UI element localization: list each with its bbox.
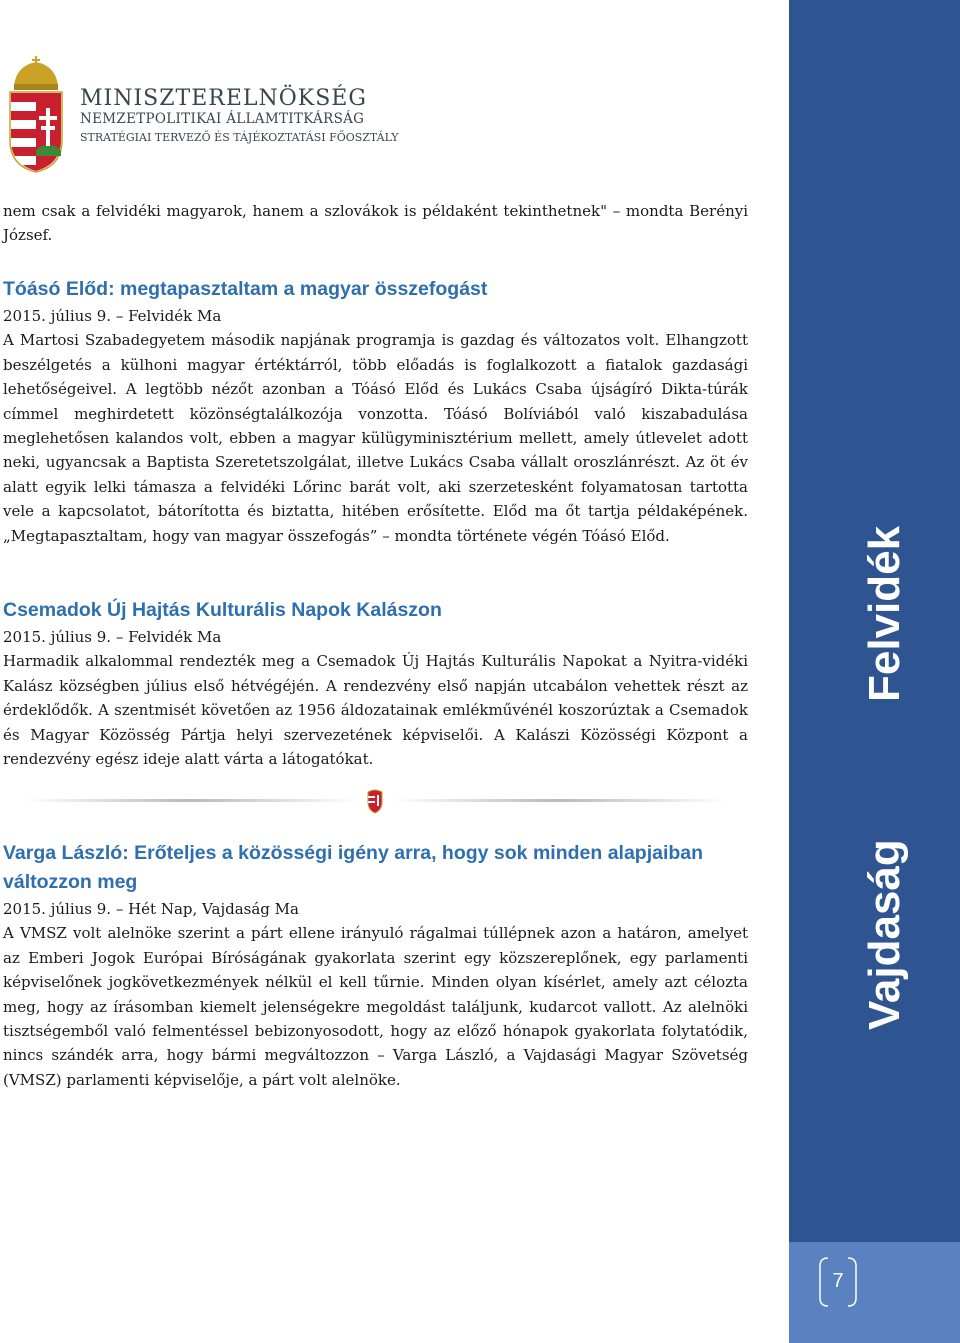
section-label-vajdasag: Vajdaság — [860, 839, 909, 1030]
article-title: Csemadok Új Hajtás Kulturális Napok Kalászon — [3, 599, 442, 621]
intro-block — [3, 199, 748, 248]
article-body: Harmadik alkalommal rendezték meg a Csemadok Új Hajtás Kulturális Napokat a Nyitra-vidéki Kalász községben július első hétvégéjén. A rendezvény első napján utcabálon vehettek részt az érdeklődők. A szentmisét követően az 1956 áldozatainak emlékművénél koszorúztak a Csemadok és Magyar Közösség Pártja helyi szervezetének képviselői. A Kalászi Közösségi Központ a rendezvény egész ideje alatt várta a látogatókat. — [3, 652, 748, 769]
article-meta: 2015. július 9. – Felvidék Ma — [3, 628, 222, 646]
article-title: Tóásó Előd: megtapasztaltam a magyar összefogást — [3, 278, 488, 300]
org-department: STRATÉGIAI TERVEZŐ ÉS TÁJÉKOZTATÁSI FŐOSZTÁLY — [80, 131, 399, 144]
hungarian-coat-of-arms-icon — [6, 56, 66, 174]
section-divider — [24, 788, 726, 814]
article-body: A Martosi Szabadegyetem második napjának programja is gazdag és változatos volt. Elhangzott beszélgetés a külhoni magyar értéktárról, több előadás is foglalkozott a fiatalok gazdasági lehetőségeivel. A legtöbb nézőt azonban a Tóásó Előd és Lukács Csaba újságíró Dikta-túrák címmel meghirdetett közönségtalálkozója vonzotta. Tóásó Bolíviából való kiszabadulása meglehetősen kalandos volt, ebben a magyar külügyminisztérium mellett, amely útlevelet adott neki, ugyancsak a Baptista Szeretetszolgálat, illetve Lukács Csaba vállalt oroszlánrészt. Az öt év alatt egyik lelki támasza a felvidéki Lőrinc barát volt, aki szerzetesként folyamatosan tartotta vele a kapcsolatot, bátorította és biztatta, hitében erősítette. Előd ma őt tartja példaképének. „Megtapasztaltam, hogy van magyar összefogás” – mondta története végén Tóásó Előd. — [3, 331, 748, 545]
article-toaso — [3, 275, 748, 548]
org-subtitle: NEMZETPOLITIKAI ÁLLAMTITKÁRSÁG — [80, 111, 365, 127]
org-name: MINISZTERELNÖKSÉG — [80, 86, 367, 111]
article-varga — [3, 839, 748, 1092]
intro-text: nem csak a felvidéki magyarok, hanem a szlovákok is példaként tekinthetnek" – mondta Berényi József. — [3, 202, 748, 245]
article-csemadok — [3, 596, 748, 771]
article-meta: 2015. július 9. – Hét Nap, Vajdaság Ma — [3, 900, 299, 918]
page-number: 7 — [832, 1270, 844, 1292]
sidebar-footer — [789, 1242, 960, 1343]
section-label-felvidek: Felvidék — [860, 525, 909, 702]
article-meta: 2015. július 9. – Felvidék Ma — [3, 307, 222, 325]
article-title: Varga László: Erőteljes a közösségi igény arra, hogy sok minden alapjaiban változzon meg — [3, 842, 704, 893]
article-body: A VMSZ volt alelnöke szerint a párt ellene irányuló rágalmai túllépnek azon a határon, amelyet az Emberi Jogok Európai Bíróságának gyakorlata szerint egy közszereplőnek, egy parlamenti képviselőnek jogkövetkezmények nélkül el kell tűrnie. Minden olyan kísérlet, amely azt célozta meg, hogy az írásomban kiemelt jelenségekre megoldást találjunk, kudarcot vallott. Az alelnöki tisztségemből való felmentéssel bebizonyosodott, hogy az előző hónapok gyakorlata folytatódik, nincs szándék arra, hogy bármi megváltozzon – Varga László, a Vajdasági Magyar Szövetség (VMSZ) parlamenti képviselője, a párt volt alelnöke. — [3, 924, 748, 1089]
